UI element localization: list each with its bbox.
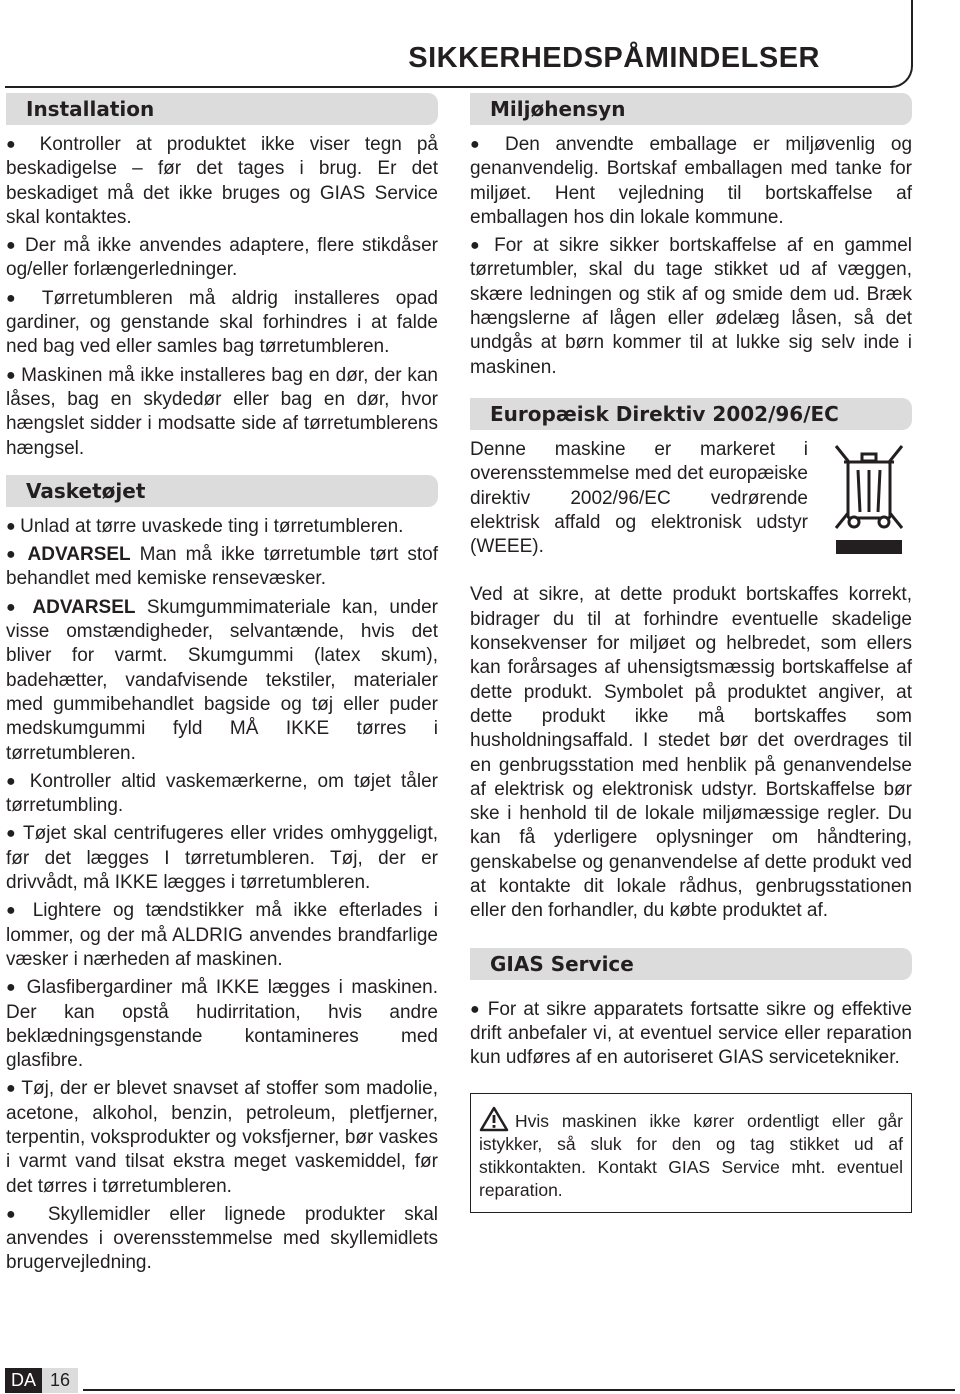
laundry-item: ● Kontroller altid vaskemærkerne, om tøjet tåler tørretumbling. <box>6 770 438 819</box>
warning-box <box>470 1093 912 1213</box>
laundry-item: ● Skyllemidler eller lignede produkter skal anvendes i overensstemmelse med skyllemidlets brugervejledning. <box>6 1203 438 1276</box>
page-footer <box>5 1368 78 1393</box>
installation-item: ● Maskinen må ikke installeres bag en dør, der kan låses, bag en skydedør eller bag en dør, hvor hængslet sidder i modsatte side af tørretumblerens hængsel. <box>6 364 438 461</box>
warning-label: ADVARSEL <box>32 596 136 618</box>
laundry-item: ● Unlad at tørre uvaskede ting i tørretumbleren. <box>6 515 438 539</box>
page-title: SIKKERHEDSPÅMINDELSER <box>408 42 820 74</box>
weee-intro-text: Denne maskine er markeret i overensstemmelse med det europæiske direktiv 2002/96/EC vedrørende elektrisk affald og elektronisk udstyr (WEEE). <box>470 438 808 558</box>
left-column <box>6 93 438 1276</box>
laundry-item: ● Tøjet skal centrifugeres eller vrides omhyggeligt, før det lægges I tørretumbleren. Tøj, der er drivvådt, må IKKE lægges i tørretumbleren. <box>6 822 438 895</box>
weee-intro-row <box>470 438 912 559</box>
laundry-item: ● Glasfibergardiner må IKKE lægges i maskinen. Der kan opstå hudirritation, hvis andre beklædningsgenstande kontamineres med glasfibre. <box>6 976 438 1073</box>
service-item: ● For at sikre apparatets fortsatte sikre og effektive drift anbefaler vi, at eventuel service eller reparation kun udføres af en autoriseret GIAS servicetekniker. <box>470 998 912 1071</box>
warning-triangle-icon <box>479 1106 509 1132</box>
crossed-out-bin-icon <box>826 440 912 558</box>
laundry-item: ● Lightere og tændstikker må ikke efterlades i lommer, og der må ALDRIG anvendes brandfarlige væsker i nærheden af maskinen. <box>6 899 438 972</box>
installation-item: ● Der må ikke anvendes adaptere, flere stikdåser og/eller forlængerledninger. <box>6 234 438 283</box>
laundry-item: ● Tøj, der er blevet snavset af stoffer som madolie, acetone, alkohol, benzin, petroleum, pletfjerner, terpentin, voksprodukter og voksfjerner, bør vaskes i varmt vand tilsat ekstra meget vaskemiddel, før det tørres i tørretumbleren. <box>6 1077 438 1198</box>
footer-rule <box>83 1389 955 1391</box>
section-heading-service: GIAS Service <box>470 948 912 980</box>
environment-item: ● Den anvendte emballage er miljøvenlig og genanvendelig. Bortskaf emballagen med tanke for miljøet. Hent vejledning til bortskaffelse af emballagen hos din lokale kommune. <box>470 133 912 230</box>
environment-item: ● For at sikre sikker bortskaffelse af en gammel tørretumbler, skal du tage stikket ud af væggen, skære ledningen og stik af og smide dem ud. Bræk hængslerne af lågen eller ødelæg låsen, så det undgås at børn kommer til at lukke sig selv inde i maskinen. <box>470 234 912 380</box>
section-heading-installation: Installation <box>6 93 438 125</box>
page-number: 16 <box>42 1368 78 1393</box>
weee-body-text: Ved at sikre, at dette produkt bortskaffes korrekt, bidrager du til at forhindre eventuelle skadelige konsekvenser for miljøet og helbredet, som ellers kan forårsages af uhensigtsmæssig bortskaffelse af dette produkt. Symbolet på produktet angiver, at dette produkt ikke må bortskaffes som husholdningsaffald. I stedet bør det overdrages til en genbrugsstation med henblik på genanvendelse af elektrisk og elektronisk udstyr. Bortskaffelse bør ske i henhold til de lokale miljømæssige regler. Du kan få yderligere oplysninger om håndtering, genskabelse og genanvendelse af dette produkt ved at kontakte dit lokale rådhus, genbrugsstationen eller den forhandler, du købte produktet af. <box>470 584 912 922</box>
warning-label: ADVARSEL <box>27 544 131 566</box>
laundry-warning-text: Man må ikke tørretumble tørt stof behandlet med kemiske rensevæsker. <box>6 544 438 590</box>
installation-item: ● Kontroller at produktet ikke viser tegn på beskadigelse – før det tages i brug. Er det beskadiget må det ikke bruges og GIAS Service skal kontaktes. <box>6 133 438 230</box>
laundry-warning-text: Skumgummimateriale kan, under visse omstændigheder, selvantænde, hvis det bliver for varmt. Skumgummi (latex skum), badehætter, vandafvisende tekstiler, materialer med gummibehandlet bagside og tøj eller puder medskumgummi fyld MÅ IKKE tørres i tørretumbleren. <box>6 596 438 764</box>
installation-item: ● Tørretumbleren må aldrig installeres opad gardiner, og genstande skal forhindres i at falde ned bag ved eller samles bag tørretumbleren. <box>6 287 438 360</box>
warning-text: Hvis maskinen ikke kører ordentligt eller går istykker, så sluk for den og tag stikket ud af stikkontakten. Kontakt GIAS Service mht. eventuel reparation. <box>479 1110 903 1200</box>
section-heading-weee: Europæisk Direktiv 2002/96/EC <box>470 398 912 430</box>
laundry-warning-item <box>6 596 438 766</box>
laundry-warning-item <box>6 543 438 592</box>
right-column <box>470 93 912 1213</box>
warning-text-paragraph <box>479 1106 903 1202</box>
section-heading-miljo: Miljøhensyn <box>470 93 912 125</box>
language-badge: DA <box>5 1368 42 1393</box>
section-heading-vasketoej: Vasketøjet <box>6 475 438 507</box>
